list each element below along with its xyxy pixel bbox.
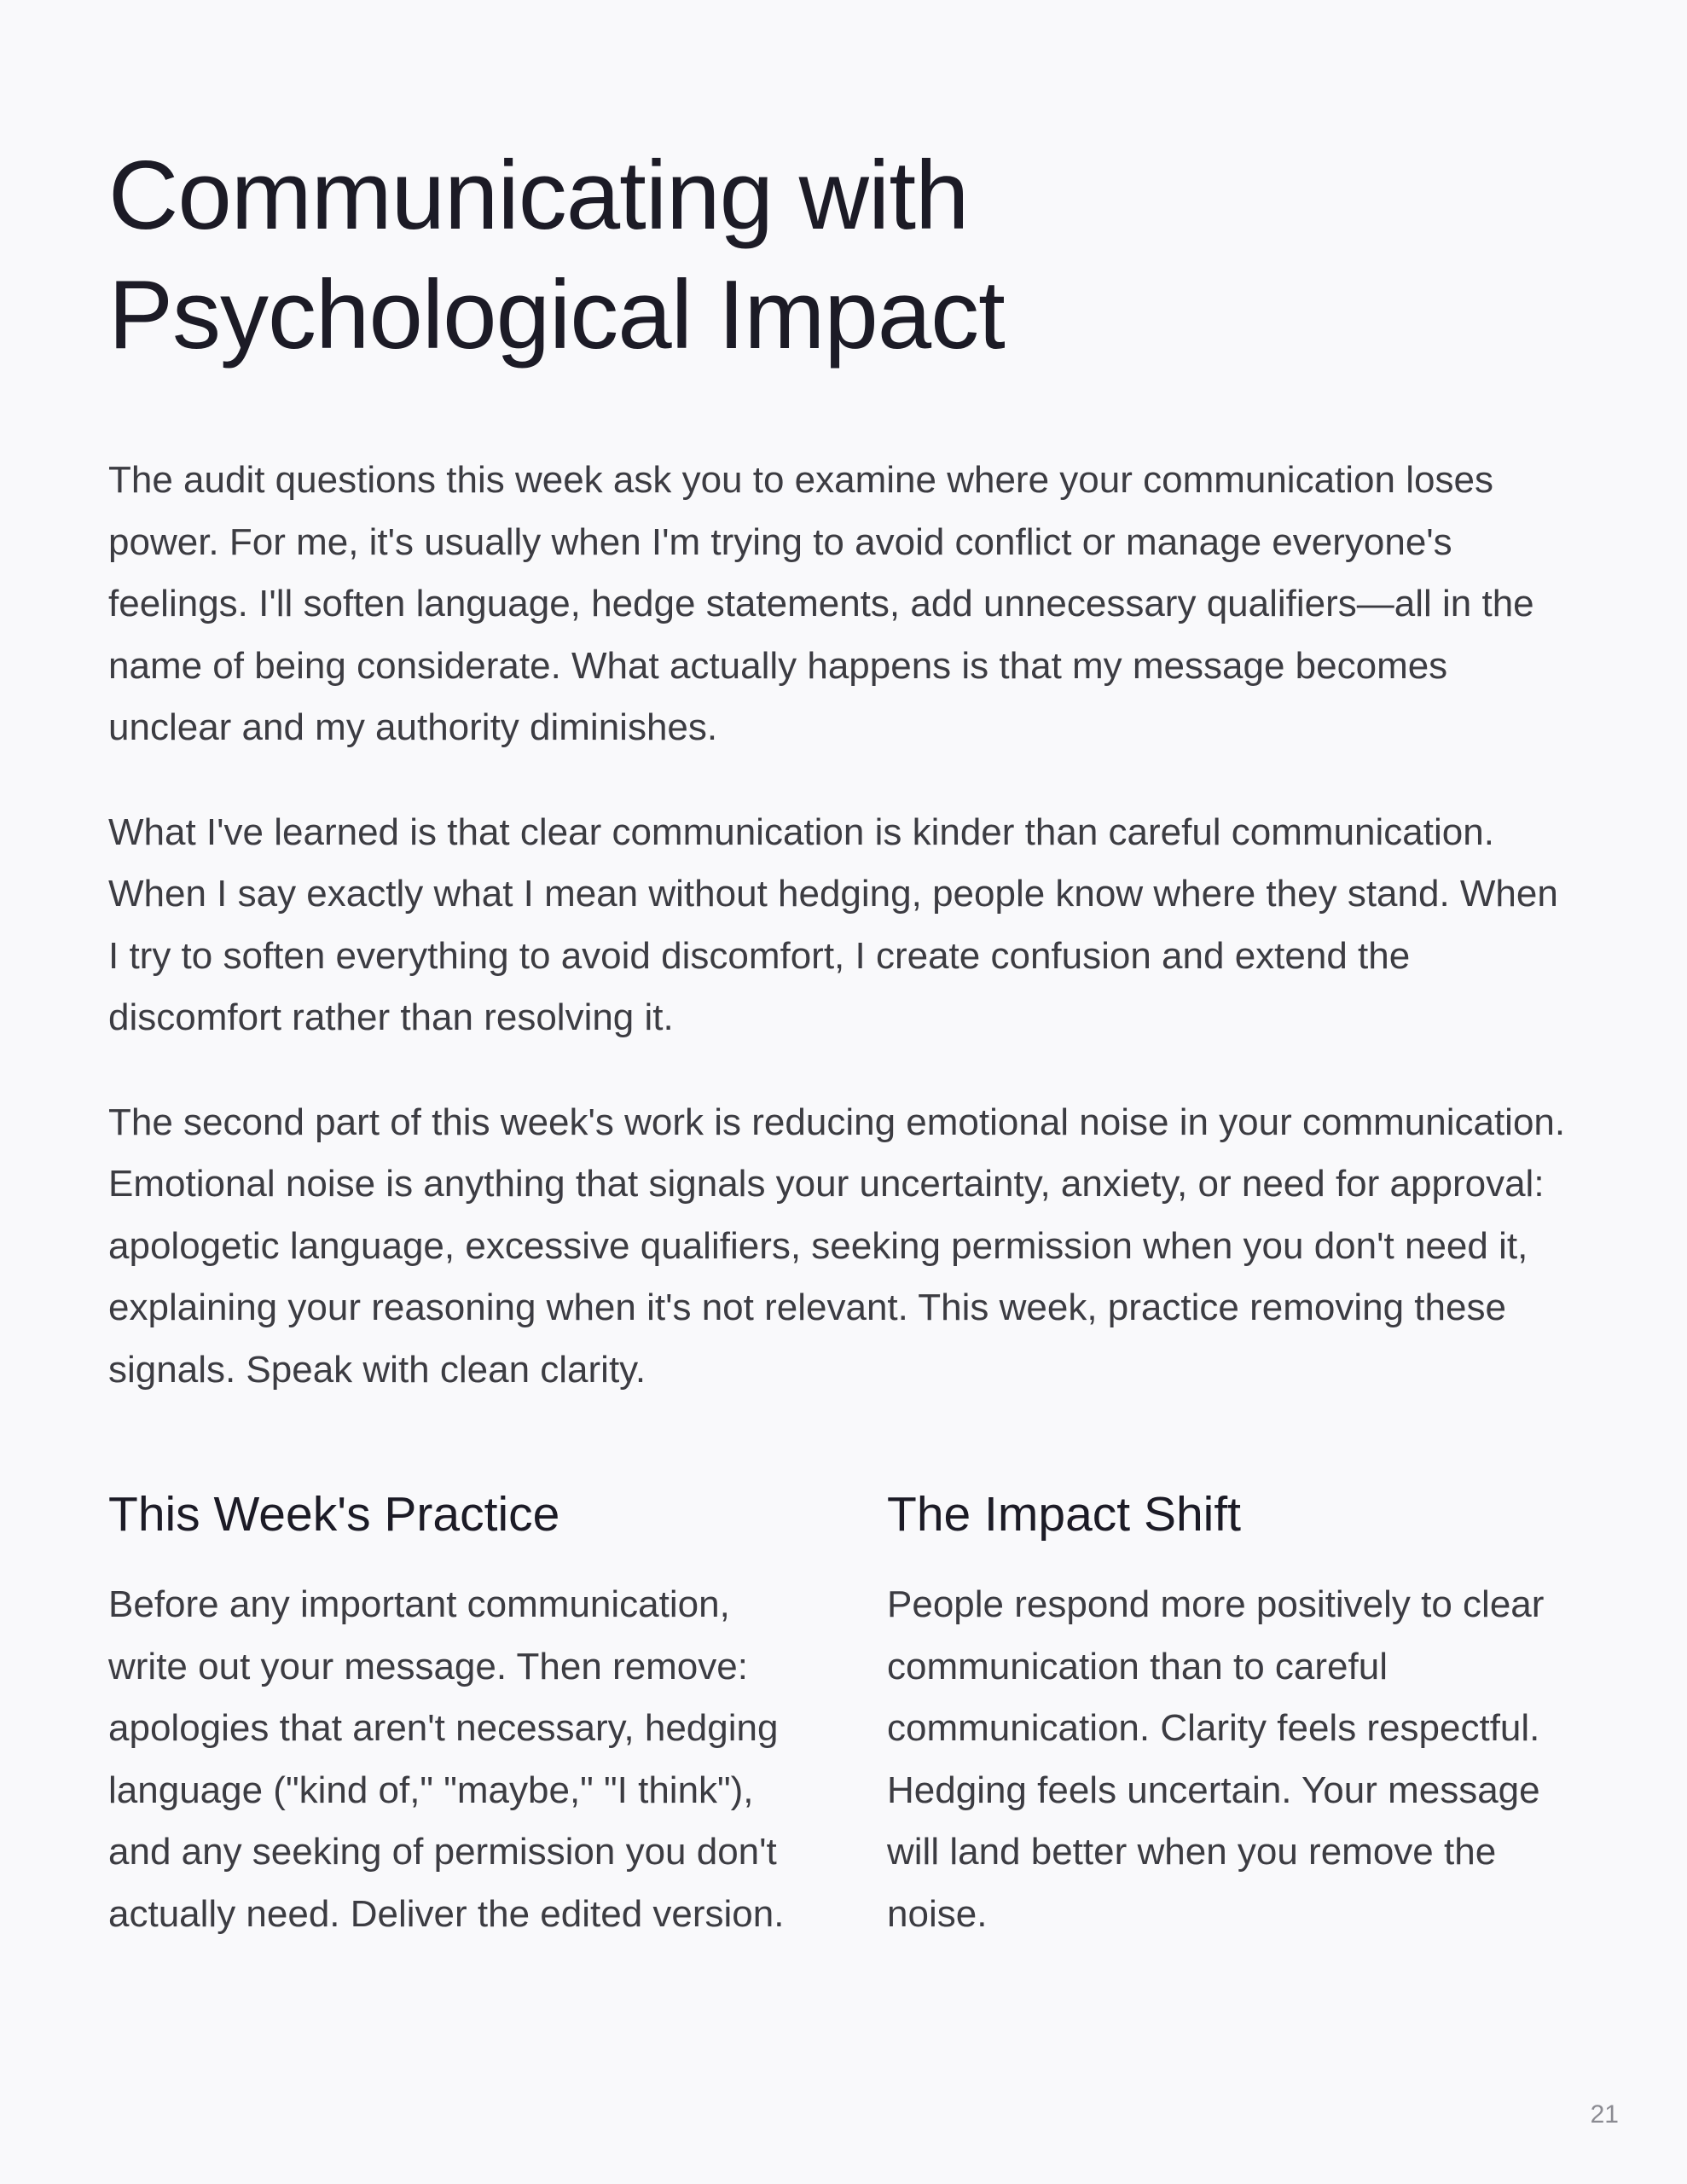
two-column-section bbox=[108, 1480, 1579, 1945]
page-title: Communicating with Psychological Impact bbox=[108, 142, 1005, 369]
paragraph-emotional-noise: The second part of this week's work is reducing emotional noise in your communication. Emotional noise is anything that signals your uncertainty, anxiety, or need for approval: apologetic language, excessive qualifiers, seeking permission when you don't need it, explaining your reasoning when it's not relevant. This week, practice removing these signals. Speak with clean clarity. bbox=[108, 1101, 1566, 1391]
impact-column bbox=[887, 1480, 1579, 1945]
paragraph-audit: The audit questions this week ask you to examine where your communication loses power. For me, it's usually when I'm trying to avoid conflict or manage everyone's feelings. I'll soften language, hedge statements, add unnecessary qualifiers—all in the name of being considerate. What actually happens is that my message becomes unclear and my authority diminishes. bbox=[108, 459, 1534, 748]
practice-column bbox=[108, 1480, 800, 1945]
intro-section bbox=[108, 450, 1579, 1443]
impact-heading: The Impact Shift bbox=[887, 1487, 1242, 1542]
practice-heading: This Week's Practice bbox=[108, 1487, 560, 1542]
practice-text: Before any important communication, write out your message. Then remove: apologies that aren't necessary, hedging language ("kind of," "maybe," "I think"), and any seeking of permission you don't actually need. Deliver the edited version. bbox=[108, 1583, 785, 1935]
page-number: 21 bbox=[1590, 2100, 1619, 2129]
impact-text: People respond more positively to clear communication than to careful communication. Clarity feels respectful. Hedging feels uncertain. Your message will land better when you remove the noise. bbox=[887, 1583, 1545, 1935]
paragraph-clear-communication: What I've learned is that clear communication is kinder than careful communication. When I say exactly what I mean without hedging, people know where they stand. When I try to soften everything to avoid discomfort, I create confusion and extend the discomfort rather than resolving it. bbox=[108, 810, 1558, 1038]
